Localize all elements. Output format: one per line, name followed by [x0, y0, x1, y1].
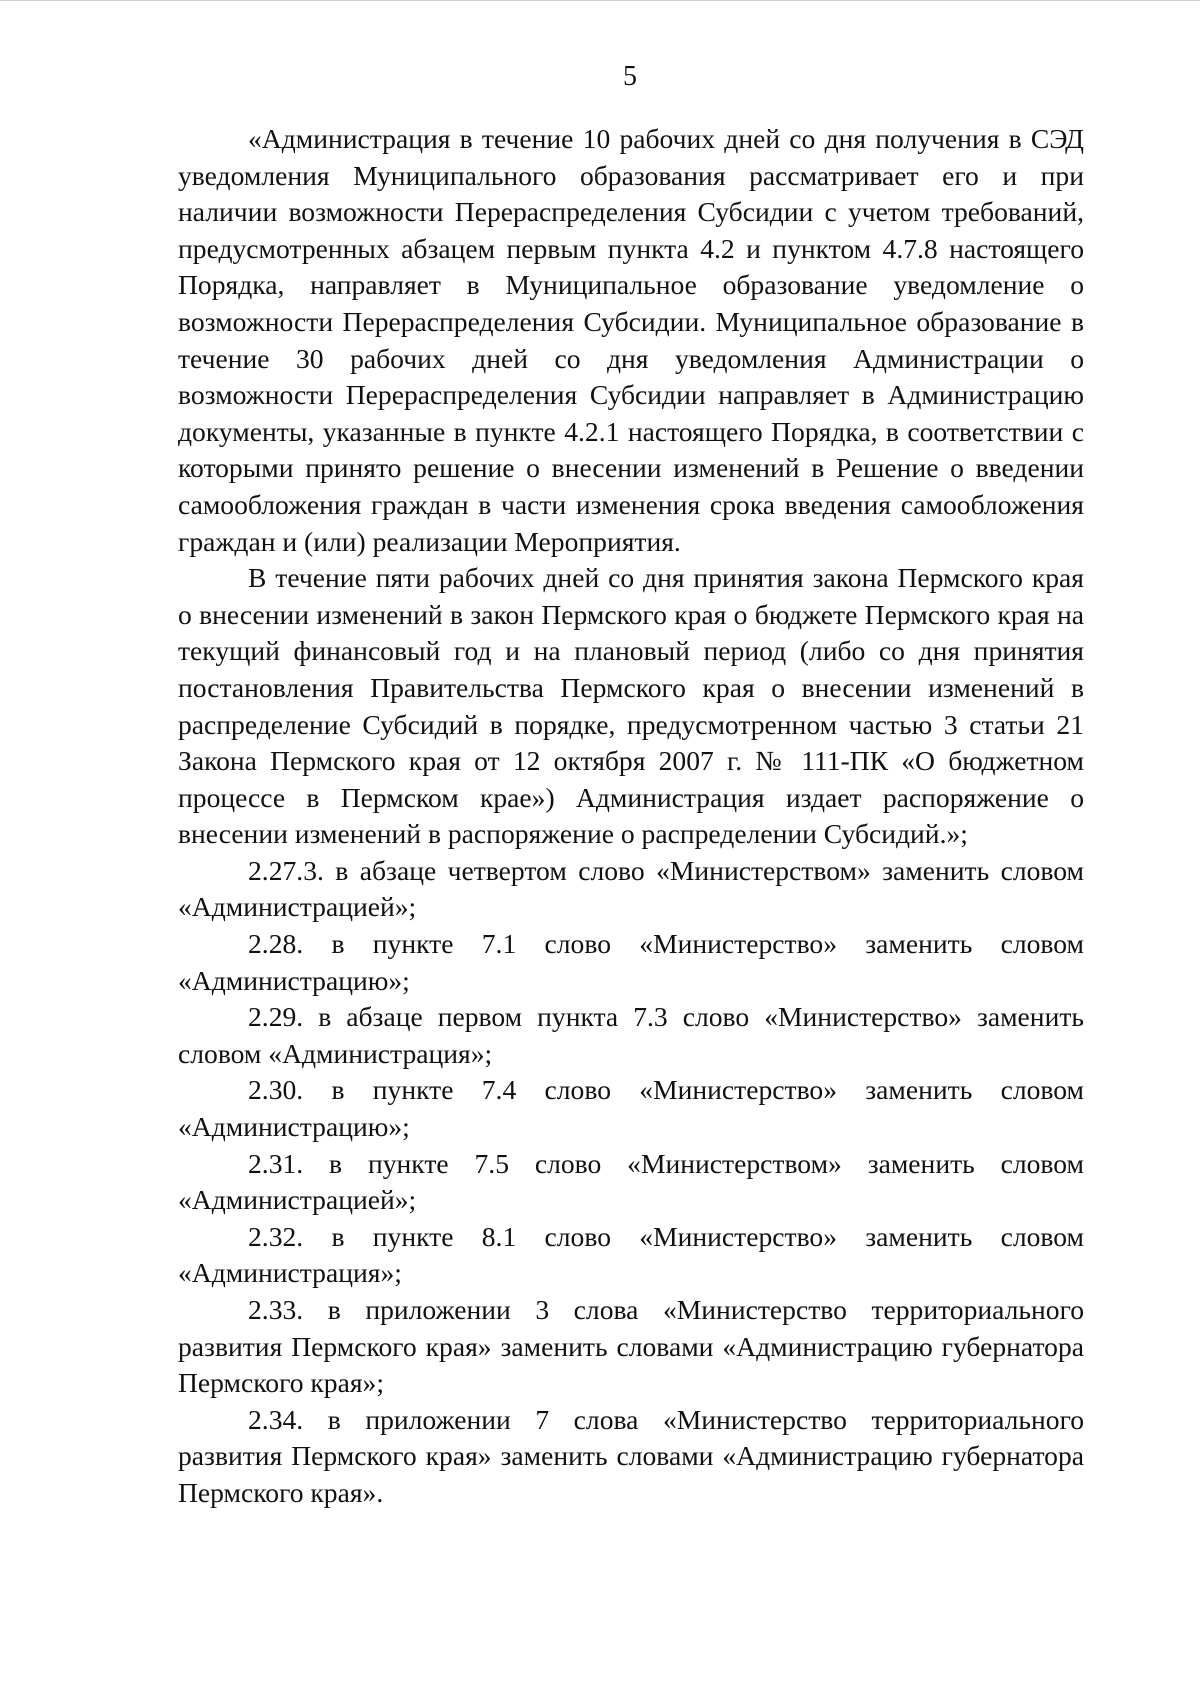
paragraph-2-30: 2.30. в пункте 7.4 слово «Министерство» заменить словом «Администрацию»; — [178, 1074, 1084, 1143]
paragraph-2-32: 2.32. в пункте 8.1 слово «Министерство» заменить словом «Администрация»; — [178, 1220, 1084, 1289]
paragraph-budget-law-changes: В течение пяти рабочих дней со дня принятия закона Пермского края о внесении изменений в закон Пермского края о бюджете Пермского края на текущий финансовый год и на плановый период (либо со дня принятия постановления Правительства Пермского края о внесении изменений в распределение Субсидий в порядке, предусмотренном частью 3 статьи 21 Закона Пермского края от 12 октября 2007 г. № 111-ПК «О бюджетном процессе в Пермском крае») Администрация издает распоряжение о внесении изменений в распоряжение о распределении Субсидий.»; — [178, 562, 1084, 850]
document-body — [178, 121, 1084, 1512]
paragraph-2-27-3: 2.27.3. в абзаце четвертом слово «Министерством» заменить словом «Администрацией»; — [178, 854, 1084, 923]
paragraph-2-33: 2.33. в приложении 3 слова «Министерство территориального развития Пермского края» заменить словами «Администрацию губернатора Пермского края»; — [178, 1294, 1084, 1399]
paragraph-2-31: 2.31. в пункте 7.5 слово «Министерством» заменить словом «Администрацией»; — [178, 1147, 1084, 1216]
page-number: 5 — [623, 61, 637, 92]
paragraph-2-34: 2.34. в приложении 7 слова «Министерство территориального развития Пермского края» заменить словами «Администрацию губернатора Пермского края». — [178, 1403, 1084, 1508]
paragraph-redistribution-notice: «Администрация в течение 10 рабочих дней со дня получения в СЭД уведомления Муниципального образования рассматривает его и при наличии возможности Перераспределения Субсидии с учетом требований, предусмотренных абзацем первым пункта 4.2 и пунктом 4.7.8 настоящего Порядка, направляет в Муниципальное образование уведомление о возможности Перераспределения Субсидии. Муниципальное образование в течение 30 рабочих дней со дня уведомления Администрации о возможности Перераспределения Субсидии направляет в Администрацию документы, указанные в пункте 4.2.1 настоящего Порядка, в соответствии с которыми принято решение о внесении изменений в Решение о введении самообложения граждан в части изменения срока введения самообложения граждан и (или) реализации Мероприятия. — [178, 123, 1084, 557]
paragraph-2-29: 2.29. в абзаце первом пункта 7.3 слово «Министерство» заменить словом «Администрация»; — [178, 1001, 1084, 1069]
paragraph-2-28: 2.28. в пункте 7.1 слово «Министерство» заменить словом «Администрацию»; — [178, 928, 1084, 996]
